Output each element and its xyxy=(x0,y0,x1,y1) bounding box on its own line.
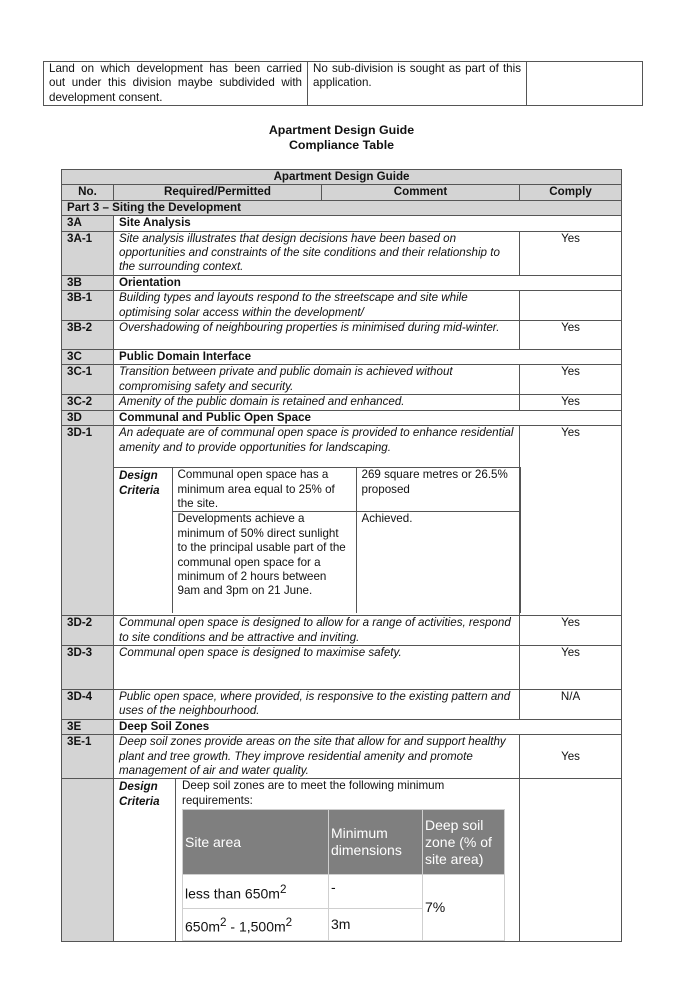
header-comply: Comply xyxy=(520,185,622,200)
table-caption: Apartment Design Guide xyxy=(62,170,622,185)
design-criteria-table xyxy=(114,467,521,613)
row-requirement-block xyxy=(114,426,520,616)
row-no: 3D-1 xyxy=(62,426,114,616)
deep-soil-criteria-block xyxy=(114,779,520,942)
top-table xyxy=(43,61,643,106)
row-requirement: Deep soil zones provide areas on the site that allow for and support healthy plant and tree growth. They improve residential amenity and promote management of air and water quality. xyxy=(114,735,520,779)
page-title: Apartment Design Guide xyxy=(268,123,415,137)
row-comply: Yes xyxy=(520,735,622,779)
page-subtitle: Compliance Table xyxy=(288,138,395,152)
row-no-empty xyxy=(62,779,114,942)
ds-site-row2: $650m^2 - 1,500m^2$ xyxy=(183,909,329,941)
row-no: 3D-3 xyxy=(62,645,114,689)
design-criteria-label: Design Criteria xyxy=(114,779,176,941)
row-no: 3C-2 xyxy=(62,395,114,410)
deep-soil-table xyxy=(182,809,505,941)
section-title: Public Domain Interface xyxy=(114,350,622,365)
header-comment: Comment xyxy=(322,185,520,200)
row-comply: Yes xyxy=(520,321,622,350)
row-requirement: An adequate are of communal open space is provided to enhance residential amenity and to provide opportunities for landscaping. xyxy=(119,426,514,454)
row-comply-empty xyxy=(520,779,622,942)
criteria-requirement: Communal open space has a minimum area equal to 25% of the site. xyxy=(172,468,356,512)
row-no: 3B-2 xyxy=(62,321,114,350)
row-comply: N/A xyxy=(520,689,622,719)
row-no: 3B-1 xyxy=(62,291,114,321)
ds-min-row1: - xyxy=(329,875,423,909)
row-comply: Yes xyxy=(520,616,622,646)
ds-min-row2: 3m xyxy=(329,909,423,941)
section-no: 3B xyxy=(62,275,114,290)
criteria-requirement: Developments achieve a minimum of 50% direct sunlight to the principal usable part of the communal open space for a minimum of 2 hours between 9am and 3pm on 21 June. xyxy=(172,512,356,613)
design-criteria-label: Design Criteria xyxy=(114,468,172,613)
header-no: No. xyxy=(62,185,114,200)
part-heading: Part 3 – Siting the Development xyxy=(62,200,622,215)
compliance-table xyxy=(61,169,622,942)
row-no: 3C-1 xyxy=(62,365,114,395)
ds-header-site: Site area xyxy=(183,810,329,875)
ds-header-zone: Deep soil zone (% of site area) xyxy=(423,810,505,875)
ds-site-row1: less than $650m^2$ xyxy=(183,875,329,909)
header-required: Required/Permitted xyxy=(114,185,322,200)
row-requirement: Building types and layouts respond to the streetscape and site while optimising solar access within the development/ xyxy=(114,291,520,321)
row-comply: Yes xyxy=(520,426,622,616)
section-no: 3D xyxy=(62,410,114,425)
top-table-cell-2: No sub-division is sought as part of this application. xyxy=(308,62,527,106)
section-no: 3A xyxy=(62,216,114,231)
row-no: 3D-2 xyxy=(62,616,114,646)
row-requirement: Public open space, where provided, is responsive to the existing pattern and uses of the neighbourhood. xyxy=(114,689,520,719)
section-no: 3E xyxy=(62,719,114,734)
row-requirement: Site analysis illustrates that design decisions have been based on opportunities and constraints of the site conditions and their relationship to the surrounding context. xyxy=(114,231,520,275)
section-no: 3C xyxy=(62,350,114,365)
row-comply: Yes xyxy=(520,645,622,689)
section-title: Communal and Public Open Space xyxy=(114,410,622,425)
row-no: 3A-1 xyxy=(62,231,114,275)
top-table-cell-1: Land on which development has been carried out under this division maybe subdivided with development consent. xyxy=(44,62,308,106)
row-comply: Yes xyxy=(520,395,622,410)
section-title: Deep Soil Zones xyxy=(114,719,622,734)
row-requirement: Overshadowing of neighbouring properties is minimised during mid-winter. xyxy=(114,321,520,350)
criteria-comment: Achieved. xyxy=(356,512,520,613)
section-title: Site Analysis xyxy=(114,216,622,231)
row-requirement: Transition between private and public domain is achieved without compromising safety and security. xyxy=(114,365,520,395)
ds-header-min: Minimum dimensions xyxy=(329,810,423,875)
row-comply xyxy=(520,291,622,321)
row-no: 3D-4 xyxy=(62,689,114,719)
criteria-comment: 269 square metres or 26.5% proposed xyxy=(356,468,520,512)
row-no: 3E-1 xyxy=(62,735,114,779)
criteria-intro: Deep soil zones are to meet the following minimum requirements: xyxy=(182,779,445,807)
row-comply: Yes xyxy=(520,365,622,395)
section-title: Orientation xyxy=(114,275,622,290)
row-requirement: Amenity of the public domain is retained and enhanced. xyxy=(114,395,520,410)
row-requirement: Communal open space is designed to allow for a range of activities, respond to site conditions and be attractive and inviting. xyxy=(114,616,520,646)
row-requirement: Communal open space is designed to maximise safety. xyxy=(114,645,520,689)
ds-zone: 7% xyxy=(423,875,505,941)
row-comply: Yes xyxy=(520,231,622,275)
top-table-cell-3 xyxy=(527,62,643,106)
